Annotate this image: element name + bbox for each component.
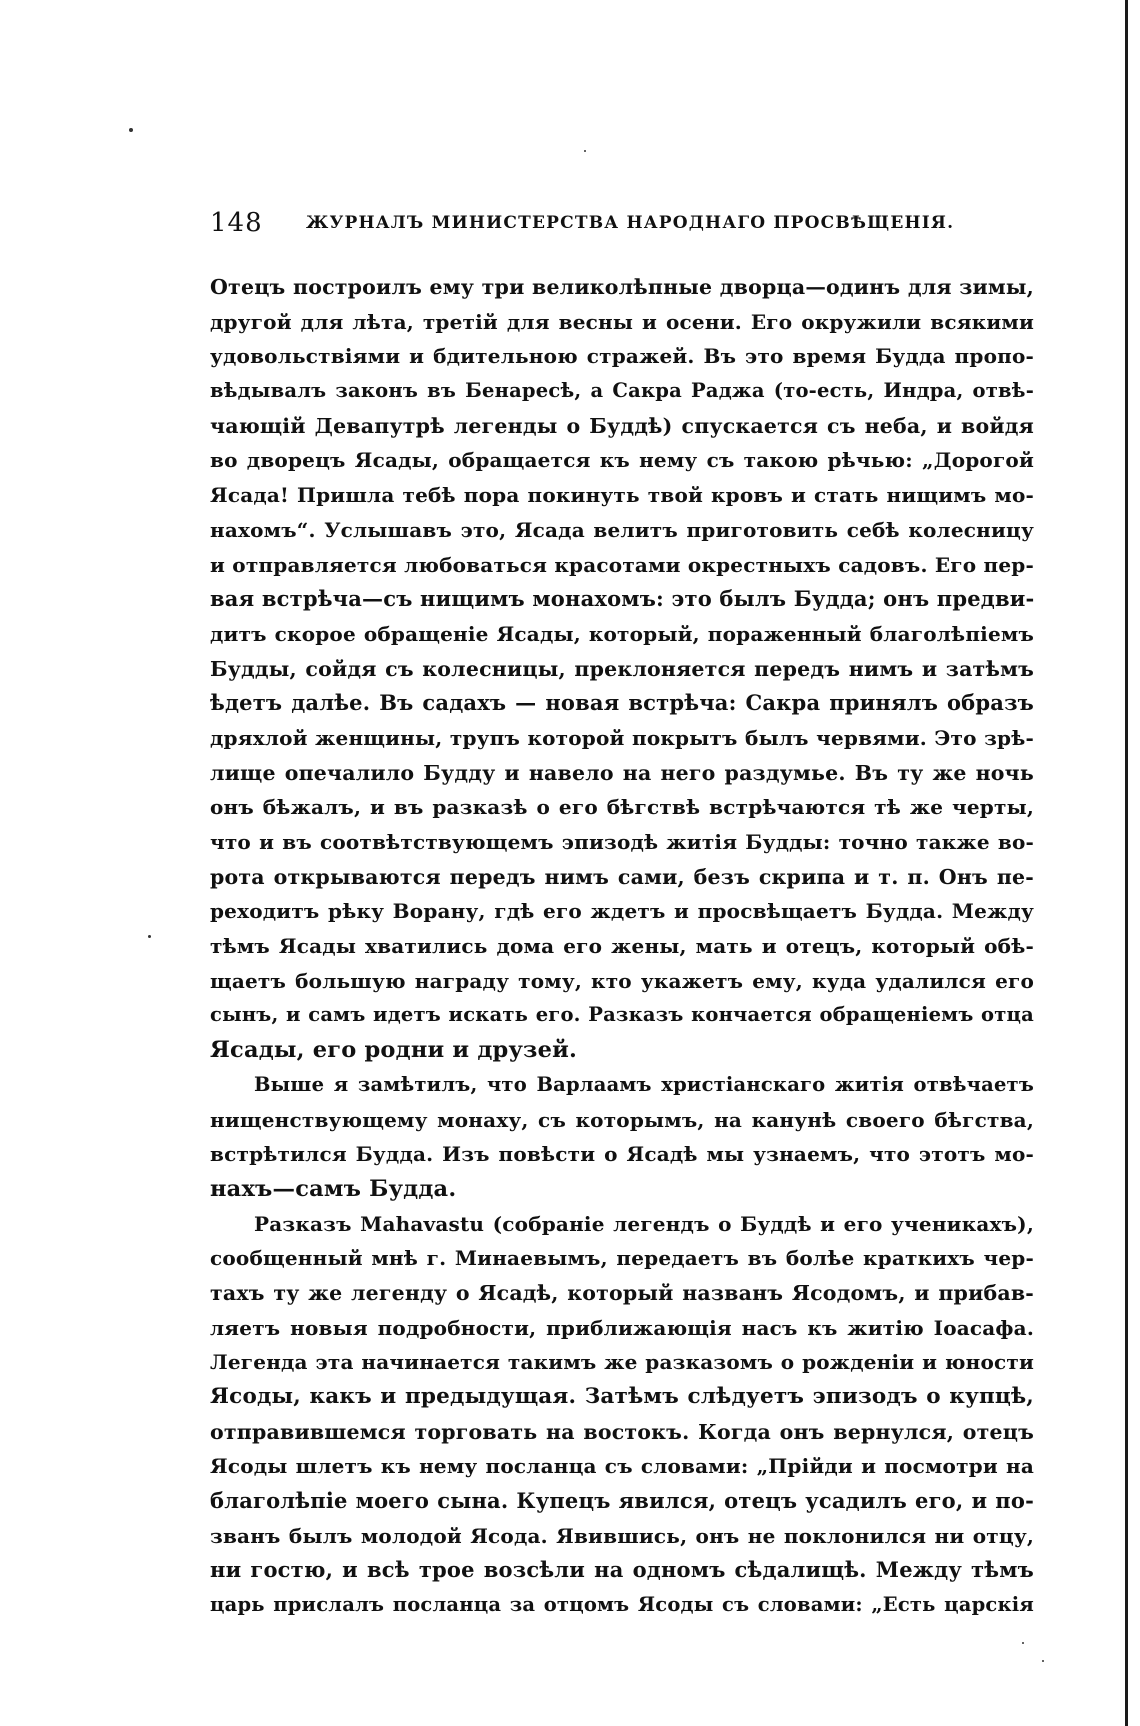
- text-line: царь прислалъ посланца за отцомъ Ясоды съ словами: „Есть царскія: [210, 1593, 1034, 1617]
- text-line: другой для лѣта, третій для весны и осени. Его окружили всякими: [210, 309, 1034, 334]
- text-line: ѣдетъ далѣе. Въ садахъ — новая встрѣча: Сакра принялъ образъ: [210, 690, 1034, 716]
- scan-speck: [584, 150, 586, 152]
- text-line: Будды, сойдя съ колесницы, преклоняется передъ нимъ и затѣмъ: [210, 656, 1034, 681]
- text-line: удовольствіями и бдительною стражей. Въ это время Будда пропо-: [210, 344, 1034, 369]
- text-line: дряхлой женщины, трупъ которой покрытъ былъ червями. Это зрѣ-: [210, 725, 1034, 750]
- scan-speck: [1042, 1660, 1044, 1662]
- running-title: ЖУРНАЛЪ МИНИСТЕРСТВА НАРОДНАГО ПРОСВѢЩЕНІЯ.: [306, 213, 955, 233]
- text-line: сынъ, и самъ идетъ искать его. Разказъ кончается обращеніемъ отца: [210, 1003, 1034, 1027]
- text-line: рота открываются передъ нимъ сами, безъ скрипа и т. п. Онъ пе-: [210, 864, 1034, 889]
- text-line: дитъ скорое обращеніе Ясады, который, пораженный благолѣпіемъ: [210, 621, 1034, 646]
- paragraph-1: [210, 270, 1034, 1068]
- text-line: что и въ соотвѣтствующемъ эпизодѣ житія Будды: точно также во-: [210, 830, 1034, 854]
- text-line: Выше я замѣтилъ, что Варлаамъ христіанскаго житія отвѣчаетъ: [254, 1072, 1034, 1096]
- text-line: вая встрѣча—съ нищимъ монахомъ: это былъ Будда; онъ предви-: [210, 586, 1035, 612]
- text-line: благолѣпіе моего сына. Купецъ явился, отецъ усадилъ его, и по-: [210, 1488, 1034, 1514]
- text-line: отправившемся торговать на востокъ. Когда онъ вернулся, отецъ: [210, 1419, 1034, 1444]
- text-line: нахъ—самъ Будда.: [210, 1175, 457, 1202]
- page-edge-shadow: [1125, 0, 1128, 1726]
- scan-speck: [1022, 1642, 1024, 1644]
- paragraph-2: [210, 1068, 1034, 1207]
- scan-speck: [129, 128, 133, 132]
- text-line: и отправляется любоваться красотами окрестныхъ садовъ. Его пер-: [210, 552, 1034, 577]
- text-line: Разказъ Mahavastu (собраніе легендъ о Буддѣ и его ученикахъ),: [254, 1211, 1034, 1236]
- text-line: онъ бѣжалъ, и въ разказѣ о его бѣгствѣ встрѣчаются тѣ же черты,: [210, 795, 1034, 820]
- text-line: тѣмъ Ясады хватились дома его жены, мать и отецъ, который обѣ-: [210, 934, 1034, 959]
- text-line: сообщенный мнѣ г. Минаевымъ, передаетъ въ болѣе краткихъ чер-: [210, 1246, 1034, 1271]
- text-line: Легенда эта начинается такимъ же разказомъ о рожденіи и юности: [210, 1350, 1034, 1375]
- scan-speck: [148, 935, 151, 938]
- text-line: нищенствующему монаху, съ которымъ, на канунѣ своего бѣгства,: [210, 1107, 1034, 1132]
- text-line: реходитъ рѣку Ворану, гдѣ его ждетъ и просвѣщаетъ Будда. Между: [210, 899, 1034, 924]
- text-line: Ясоды шлетъ къ нему посланца съ словами: „Прійди и посмотри на: [210, 1454, 1034, 1479]
- text-line: ни гостю, и всѣ трое возсѣли на одномъ сѣдалищѣ. Между тѣмъ: [210, 1557, 1034, 1583]
- text-line: лище опечалило Будду и навело на него раздумье. Въ ту же ночь: [210, 760, 1034, 785]
- text-line: званъ былъ молодой Ясода. Явившись, онъ не поклонился ни отцу,: [210, 1523, 1034, 1548]
- page-number: 148: [210, 208, 263, 238]
- text-line: ляетъ новыя подробности, приближающія насъ къ житію Іоасафа.: [210, 1315, 1034, 1340]
- text-line: во дворецъ Ясады, обращается къ нему съ такою рѣчью: „Дорогой: [210, 448, 1034, 473]
- text-line: чающій Девапутрѣ легенды о Буддѣ) спускается съ неба, и войдя: [210, 413, 1034, 438]
- text-line: щаетъ большую награду тому, кто укажетъ ему, куда удалился его: [210, 968, 1034, 993]
- text-line: встрѣтился Будда. Изъ повѣсти о Ясадѣ мы узнаемъ, что этотъ мо-: [210, 1142, 1034, 1167]
- text-line: нахомъ“. Услышавъ это, Ясада велитъ приготовить себѣ колесницу: [210, 517, 1034, 542]
- text-line: Ясоды, какъ и предыдущая. Затѣмъ слѣдуетъ эпизодъ о купцѣ,: [210, 1384, 1034, 1409]
- text-line: Отецъ построилъ ему три великолѣпные дворца—одинъ для зимы,: [210, 275, 1034, 299]
- page-header: [210, 208, 1030, 248]
- text-line: тахъ ту же легенду о Ясадѣ, который названъ Ясодомъ, и прибав-: [210, 1280, 1034, 1305]
- text-line: вѣдывалъ законъ въ Бенаресѣ, а Сакра Раджа (то-есть, Индра, отвѣ-: [210, 379, 1034, 403]
- body-text: [210, 270, 1034, 1623]
- paragraph-3: [210, 1207, 1034, 1623]
- text-line: Ясада! Пришла тебѣ пора покинуть твой кровъ и стать нищимъ мо-: [210, 483, 1034, 508]
- text-line: Ясады, его родни и друзей.: [210, 1037, 578, 1064]
